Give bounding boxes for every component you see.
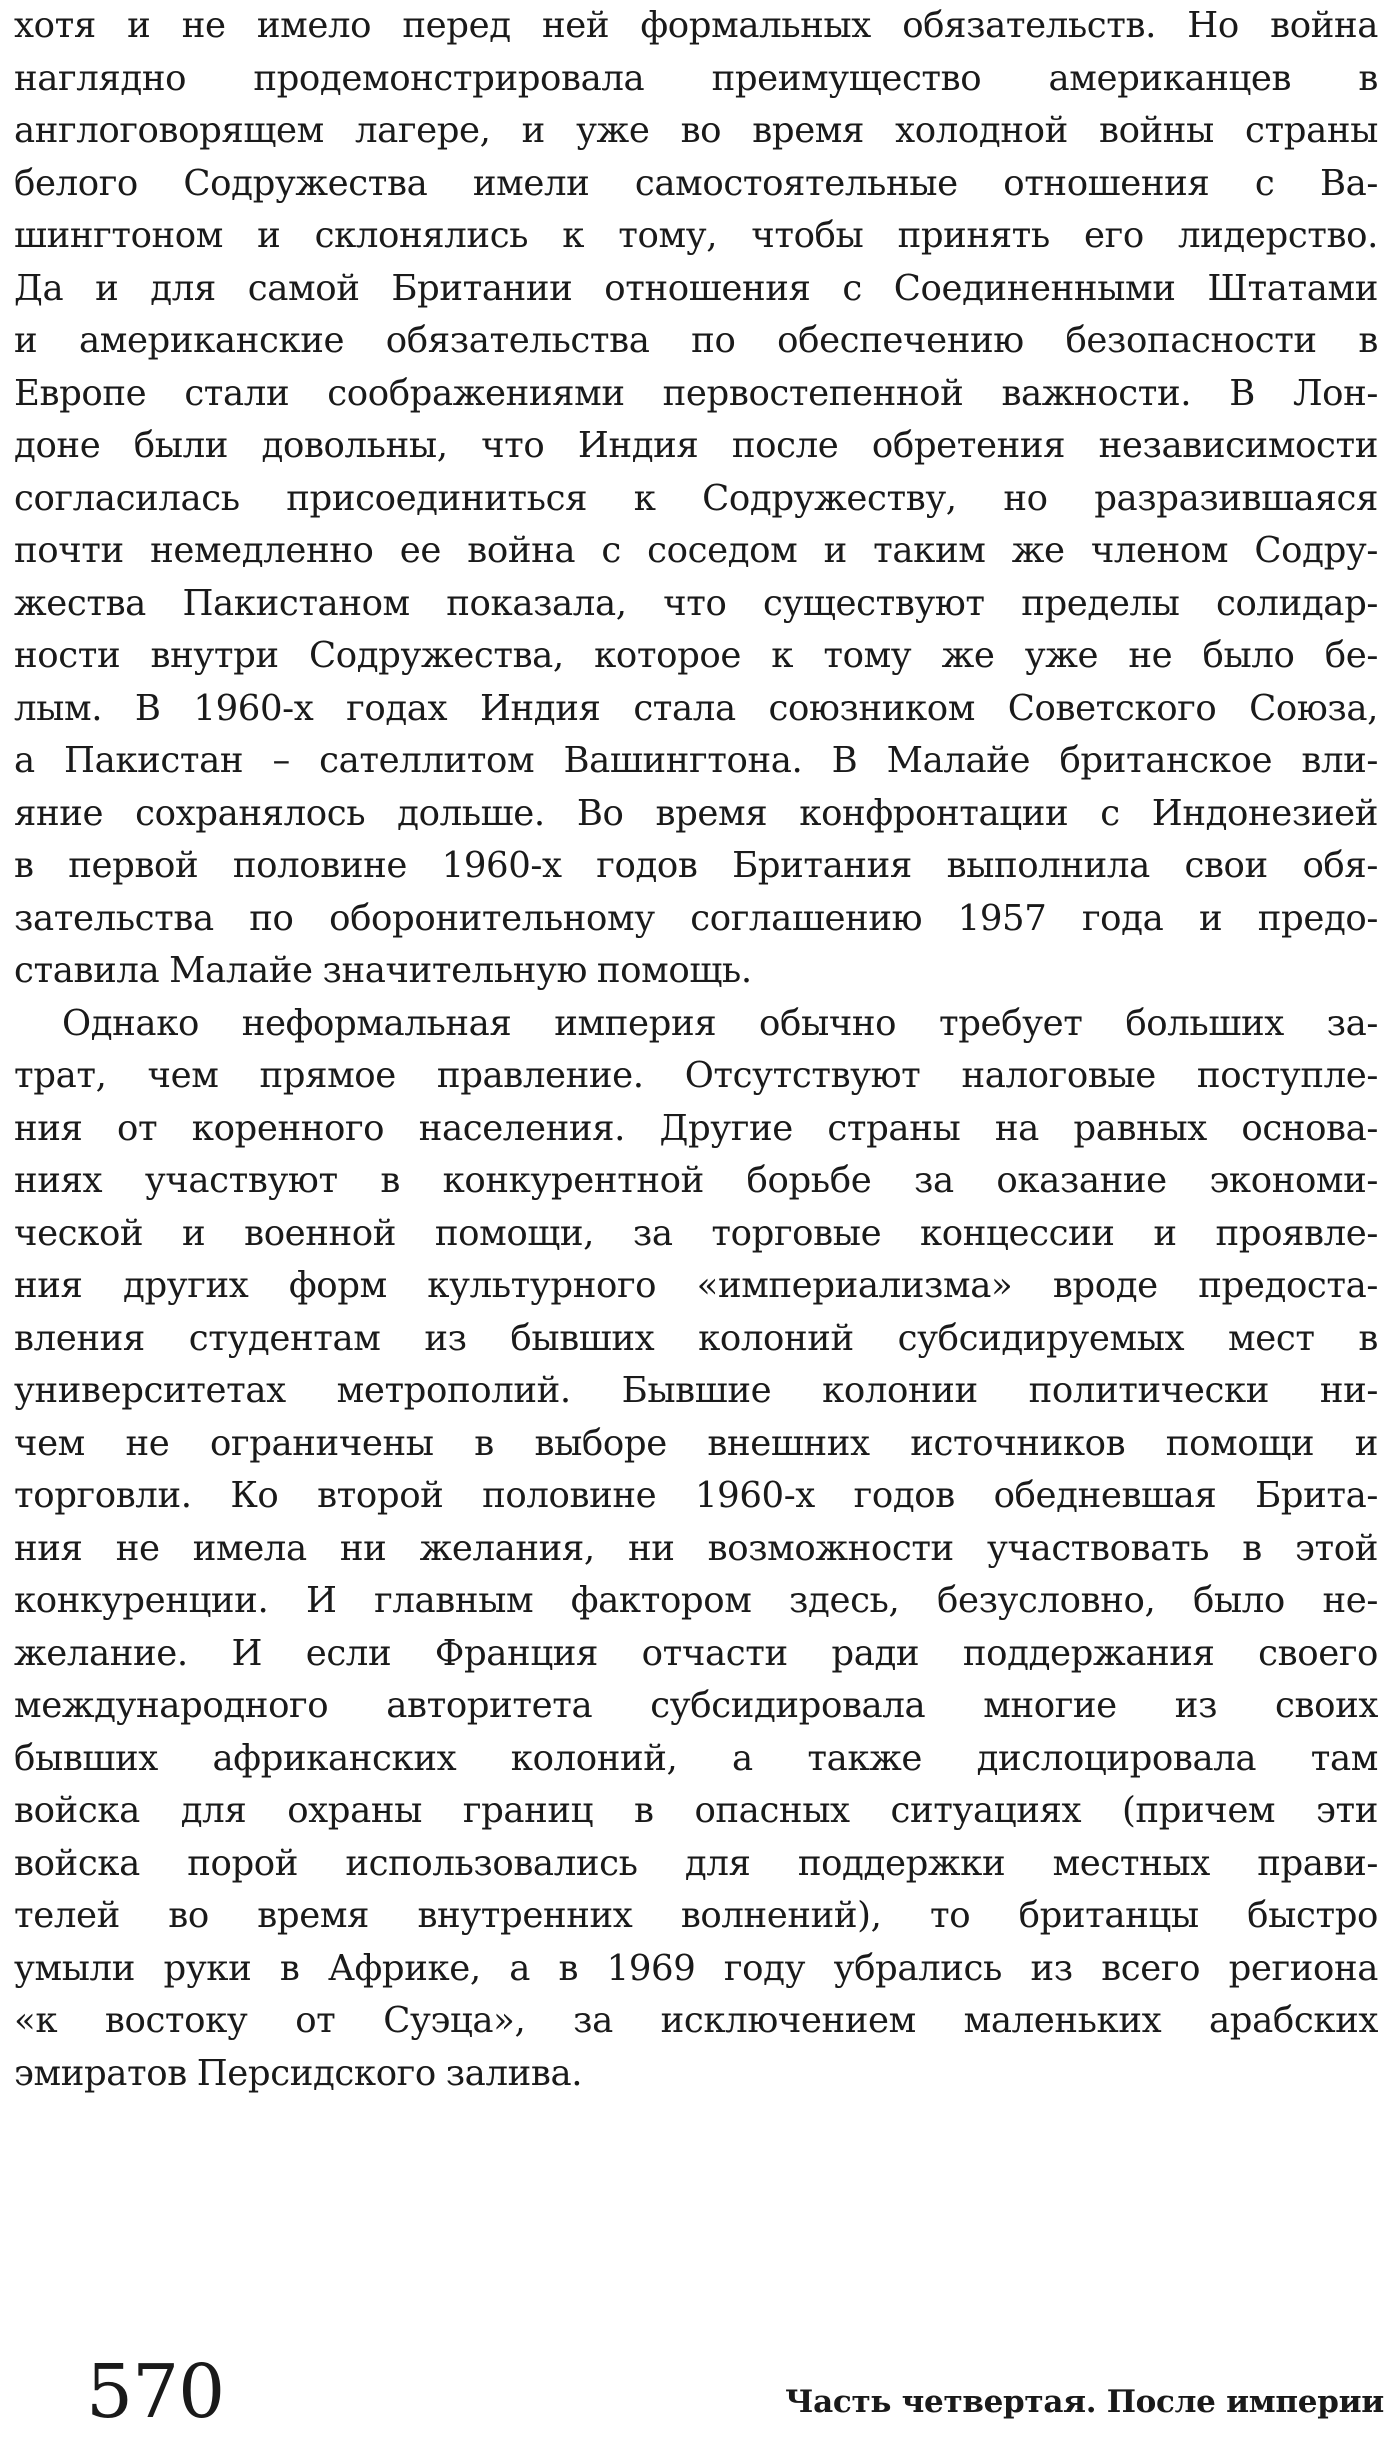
text-line: конкуренции. И главным фактором здесь, безусловно, было не- <box>14 1580 1378 1621</box>
text-line: белого Содружества имели самостоятельные отношения с Ва- <box>14 162 1378 204</box>
text-line: зательства по оборонительному соглашению 1957 года и предо- <box>14 897 1378 939</box>
text-line: хотя и не имело перед ней формальных обязательств. Но война <box>14 5 1378 46</box>
text-line: торговли. Ко второй половине 1960-х годов обедневшая Брита- <box>14 1475 1378 1516</box>
text-line: согласилась присоединиться к Содружеству, но разразившаяся <box>14 477 1378 519</box>
text-line: умыли руки в Африке, а в 1969 году убрались из всего региона <box>14 1947 1378 1989</box>
text-line: ния не имела ни желания, ни возможности участвовать в этой <box>14 1527 1378 1569</box>
text-line: «к востоку от Суэца», за исключением маленьких арабских <box>14 2000 1378 2041</box>
text-line: телей во время внутренних волнений), то британцы быстро <box>14 1895 1378 1936</box>
text-line: в первой половине 1960-х годов Британия выполнила свои обя- <box>14 845 1378 886</box>
paragraph-end-line: эмиратов Персидского залива. <box>14 2052 583 2094</box>
running-title: Часть четвертая. После империи <box>785 2384 1384 2420</box>
text-line: доне были довольны, что Индия после обретения независимости <box>14 425 1378 466</box>
page-footer <box>0 2349 1398 2440</box>
text-line: ния других форм культурного «империализма» вроде предоста- <box>14 1265 1378 1306</box>
paragraph-first-line: Однако неформальная империя обычно требует больших за- <box>62 1002 1378 1044</box>
text-line: ния от коренного населения. Другие страны на равных основа- <box>14 1107 1378 1149</box>
text-line: шингтоном и склонялись к тому, чтобы принять его лидерство. <box>14 215 1378 256</box>
text-line: жества Пакистаном показала, что существуют пределы солидар- <box>14 582 1378 624</box>
text-line: лым. В 1960-х годах Индия стала союзником Советского Союза, <box>14 687 1378 729</box>
text-line: англоговорящем лагере, и уже во время холодной войны страны <box>14 110 1378 151</box>
text-line: войска для охраны границ в опасных ситуациях (причем эти <box>14 1790 1378 1831</box>
text-line: Европе стали соображениями первостепенной важности. В Лон- <box>14 372 1378 414</box>
text-line: желание. И если Франция отчасти ради поддержания своего <box>14 1632 1378 1674</box>
text-line: вления студентам из бывших колоний субсидируемых мест в <box>14 1317 1378 1359</box>
text-line: ниях участвуют в конкурентной борьбе за оказание экономи- <box>14 1160 1378 1201</box>
text-line: Да и для самой Британии отношения с Соединенными Штатами <box>14 267 1378 309</box>
text-line: университетах метрополий. Бывшие колонии политически ни- <box>14 1370 1378 1411</box>
text-line: и американские обязательства по обеспечению безопасности в <box>14 320 1378 361</box>
page-number: 570 <box>86 2349 225 2435</box>
text-line: а Пакистан – сателлитом Вашингтона. В Малайе британское вли- <box>14 740 1378 781</box>
body-text <box>14 0 1378 2100</box>
text-line: почти немедленно ее война с соседом и таким же членом Содру- <box>14 530 1378 571</box>
text-line: чем не ограничены в выборе внешних источников помощи и <box>14 1422 1378 1464</box>
text-line: бывших африканских колоний, а также дислоцировала там <box>14 1737 1378 1779</box>
text-line: ческой и военной помощи, за торговые концессии и проявле- <box>14 1212 1378 1254</box>
text-line: наглядно продемонстрировала преимущество американцев в <box>14 57 1378 99</box>
text-line: войска порой использовались для поддержки местных прави- <box>14 1842 1378 1884</box>
text-line: трат, чем прямое правление. Отсутствуют налоговые поступле- <box>14 1055 1378 1096</box>
text-line: яние сохранялось дольше. Во время конфронтации с Индонезией <box>14 792 1378 834</box>
text-line: ности внутри Содружества, которое к тому же уже не было бе- <box>14 635 1378 676</box>
paragraph-end-line: ставила Малайе значительную помощь. <box>14 950 752 991</box>
text-line: международного авторитета субсидировала многие из своих <box>14 1685 1378 1726</box>
